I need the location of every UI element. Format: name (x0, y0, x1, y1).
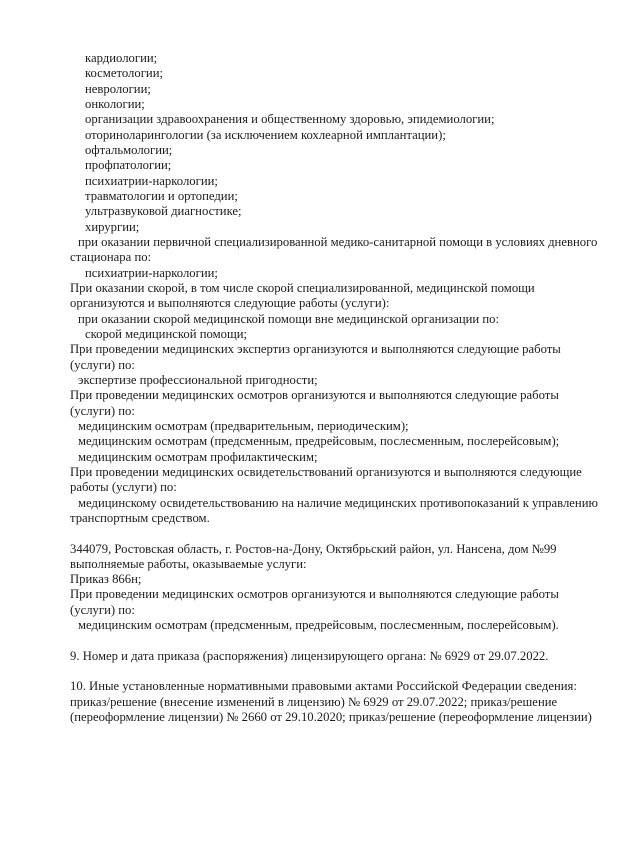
document-line: 344079, Ростовская область, г. Ростов-на-Дону, Октябрьский район, ул. Нансена, дом №99 (70, 541, 557, 556)
document-line: офтальмологии; (85, 142, 173, 157)
document-line: онкологии; (85, 96, 145, 111)
document-line: Приказ 866н; (70, 572, 142, 587)
document-line: медицинским осмотрам (предсменным, предрейсовым, послесменным, послерейсовым). (78, 618, 559, 633)
document-line: (услуги) по: (70, 403, 135, 418)
document-line: профпатологии; (85, 158, 172, 173)
document-line: психиатрии-наркологии; (85, 265, 218, 280)
document-line: психиатрии-наркологии; (85, 173, 218, 188)
blank-line (70, 664, 611, 679)
document-line: организации здравоохранения и общественному здоровью, эпидемиологии; (85, 112, 495, 127)
document-line: При проведении медицинских осмотров организуются и выполняются следующие работы (70, 587, 559, 602)
document-line: 9. Номер и дата приказа (распоряжения) лицензирующего органа: № 6929 от 29.07.2022. (70, 648, 549, 663)
document-line: выполняемые работы, оказываемые услуги: (70, 556, 307, 571)
document-line: оториноларингологии (за исключением кохлеарной имплантации); (85, 127, 446, 142)
document-line: медицинскому освидетельствованию на наличие медицинских противопоказаний к управлению (78, 495, 598, 510)
document-line: кардиологии; (85, 51, 158, 65)
document-line: травматологии и ортопедии; (85, 188, 238, 203)
blank-line (70, 633, 611, 648)
document-line: экспертизе профессиональной пригодности; (78, 372, 318, 387)
document-line: косметологии; (85, 66, 164, 81)
document-line: неврологии; (85, 81, 151, 96)
document-line: хирургии; (85, 219, 140, 234)
document-text-block (70, 51, 611, 725)
document-line: При проведении медицинских освидетельствований организуются и выполняются следующие (70, 464, 582, 479)
blank-line (70, 526, 611, 541)
document-line: скорой медицинской помощи; (85, 326, 248, 341)
document-line: при оказании скорой медицинской помощи вне медицинской организации по: (78, 311, 500, 326)
document-line: При проведении медицинских осмотров организуются и выполняются следующие работы (70, 388, 559, 403)
document-line: стационара по: (70, 250, 152, 265)
document-line: работы (услуги) по: (70, 480, 177, 495)
document-line: приказ/решение (внесение изменений в лицензию) № 6929 от 29.07.2022; приказ/решение (70, 694, 558, 709)
document-line: 10. Иные установленные нормативными правовыми актами Российской Федерации сведения: (70, 679, 577, 694)
document-line: медицинским осмотрам (предсменным, предрейсовым, послесменным, послерейсовым); (78, 434, 560, 449)
document-line: ультразвуковой диагностике; (85, 204, 242, 219)
document-line: При проведении медицинских экспертиз организуются и выполняются следующие работы (70, 342, 561, 357)
document-line: медицинским осмотрам (предварительным, периодическим); (78, 418, 409, 433)
document-line: организуются и выполняются следующие работы (услуги): (70, 296, 390, 311)
document-line: (переоформление лицензии) № 2660 от 29.10.2020; приказ/решение (переоформление лицензии) (70, 710, 592, 725)
document-line: (услуги) по: (70, 602, 135, 617)
document-line: При оказании скорой, в том числе скорой специализированной, медицинской помощи (70, 280, 535, 295)
document-line: (услуги) по: (70, 357, 135, 372)
document-line: медицинским осмотрам профилактическим; (78, 449, 318, 464)
document-line: при оказании первичной специализированной медико-санитарной помощи в условиях дневного (78, 234, 598, 249)
document-line: транспортным средством. (70, 510, 210, 525)
